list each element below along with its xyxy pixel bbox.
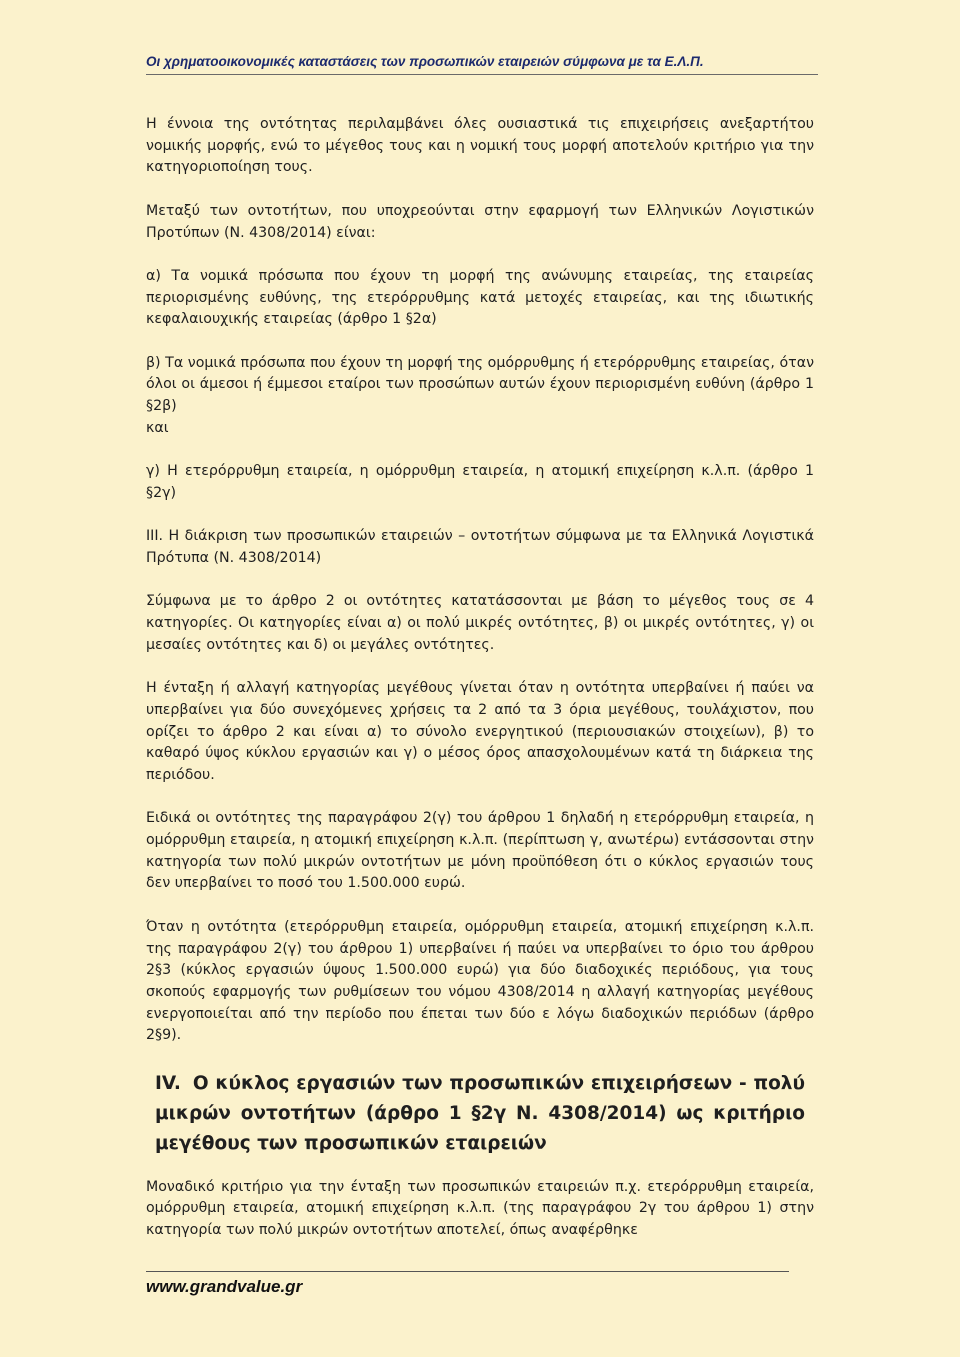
paragraph-size-categories: Σύμφωνα με το άρθρο 2 οι οντότητες κατατάσσονται με βάση το μέγεθος τους σε 4 κατηγορίες. Οι κατηγορίες είναι α) οι πολύ μικρές οντότητες, β) οι μικρές οντότητες, γ) οι μεσαίες οντότητες και δ) οι μεγάλες οντότητες. (146, 593, 814, 653)
paragraph-item-c: γ) Η ετερόρρυθμη εταιρεία, η ομόρρυθμη εταιρεία, η ατομική επιχείρηση κ.λ.π. (άρθρο 1 §2γ) (146, 463, 814, 501)
paragraph-item-b: β) Τα νομικά πρόσωπα που έχουν τη μορφή της ομόρρυθμης ή ετερόρρυθμης εταιρείας, όταν όλοι οι άμεσοι ή έμμεσοι εταίροι των προσώπων αυτών έχουν περιορισμένη ευθύνη (άρθρο 1 §2β) (146, 354, 814, 415)
section-four-heading (155, 1069, 805, 1159)
paragraph-category-change: Η ένταξη ή αλλαγή κατηγορίας μεγέθους γίνεται όταν η οντότητα υπερβαίνει ή παύει να υπερβαίνει για δύο συνεχόμενες χρήσεις τα 2 από τα 3 όρια μεγέθους, τουλάχιστον, που ορίζει το άρθρο 2 και είναι α) το σύνολο ενεργητικού (περιουσιακών στοιχείων), β) το καθαρό ύψος κύκλου εργασιών και γ) ο μέσος όρος απασχολουμένων κατά τη διάρκεια της περιόδου. (146, 680, 814, 783)
paragraph-and: και (146, 419, 169, 436)
paragraph-item-a: α) Τα νομικά πρόσωπα που έχουν τη μορφή της ανώνυμης εταιρείας, της εταιρείας περιορισμένης ευθύνης, της ετερόρρυθμης κατά μετοχές εταιρείας, και της ιδιωτικής κεφαλαιουχικής εταιρείας (άρθρο 1 §2α) (146, 267, 814, 328)
paragraph-entity-concept: Η έννοια της οντότητας περιλαμβάνει όλες ουσιαστικά τις επιχειρήσεις ανεξαρτήτου νομικής μορφής, ενώ το μέγεθος τους και η νομική τους μορφή αποτελούν κριτήριο για την κατηγοριοποίηση τους. (146, 116, 814, 176)
footer-divider (146, 1271, 789, 1272)
paragraph-sole-criterion: Μοναδικό κριτήριο για την ένταξη των προσωπικών εταιρειών π.χ. ετερόρρυθμη εταιρεία, ομόρρυθμη εταιρεία, ατομική επιχείρηση κ.λ.π. (της παραγράφου 2γ του άρθρου 1) στην κατηγορία των πολύ μικρών οντοτήτων αποτελεί, όπως αναφέρθηκε (146, 1178, 814, 1239)
paragraph-special-entities: Ειδικά οι οντότητες της παραγράφου 2(γ) του άρθρου 1 δηλαδή η ετερόρρυθμη εταιρεία, η ομόρρυθμη εταιρεία, η ατομική επιχείρηση κ.λ.π. (περίπτωση γ, ανωτέρω) εντάσσονται στην κατηγορία των πολύ μικρών οντοτήτων με μόνη προϋπόθεση ότι ο κύκλος εργασιών τους δεν υπερβαίνει το ποσό του 1.500.000 ευρώ. (146, 810, 814, 892)
section-three-title: III. Η διάκριση των προσωπικών εταιρειών – οντοτήτων σύμφωνα με τα Ελληνικά Λογιστικά Πρότυπα (Ν. 4308/2014) (146, 528, 814, 566)
paragraph-entities-intro: Μεταξύ των οντοτήτων, που υποχρεούνται στην εφαρμογή των Ελληνικών Λογιστικών Προτύπων (Ν. 4308/2014) είναι: (146, 202, 814, 241)
footer-url: www.grandvalue.gr (146, 1277, 303, 1296)
section-four-number: IV. (155, 1072, 181, 1094)
section-four-title: Ο κύκλος εργασιών των προσωπικών επιχειρήσεων - πολύ μικρών οντοτήτων (άρθρο 1 §2γ Ν. 4308/2014) ως κριτήριο μεγέθους των προσωπικών εταιρειών (155, 1072, 805, 1154)
running-header: Οι χρηματοοικονομικές καταστάσεις των προσωπικών εταιρειών σύμφωνα με τα Ε.Λ.Π. (146, 54, 818, 75)
document-body (146, 114, 814, 1242)
paragraph-threshold: Όταν η οντότητα (ετερόρρυθμη εταιρεία, ομόρρυθμη εταιρεία, ατομική επιχείρηση κ.λ.π. της παραγράφου 2(γ) του άρθρου 1) υπερβαίνει ή παύει να υπερβαίνει το όριο του άρθρου 2§3 (κύκλος εργασιών ύψους 1.500.000 ευρώ) για δύο διαδοχικές περιόδους, για τους σκοπούς εφαρμογής των ρυθμίσεων του νόμου 4308/2014 η αλλαγή κατηγορίας μεγέθους ενεργοποιείται από την περίοδο που έπεται των δύο ε λόγω διαδοχικών περιόδων (άρθρο 2§9). (146, 918, 814, 1044)
